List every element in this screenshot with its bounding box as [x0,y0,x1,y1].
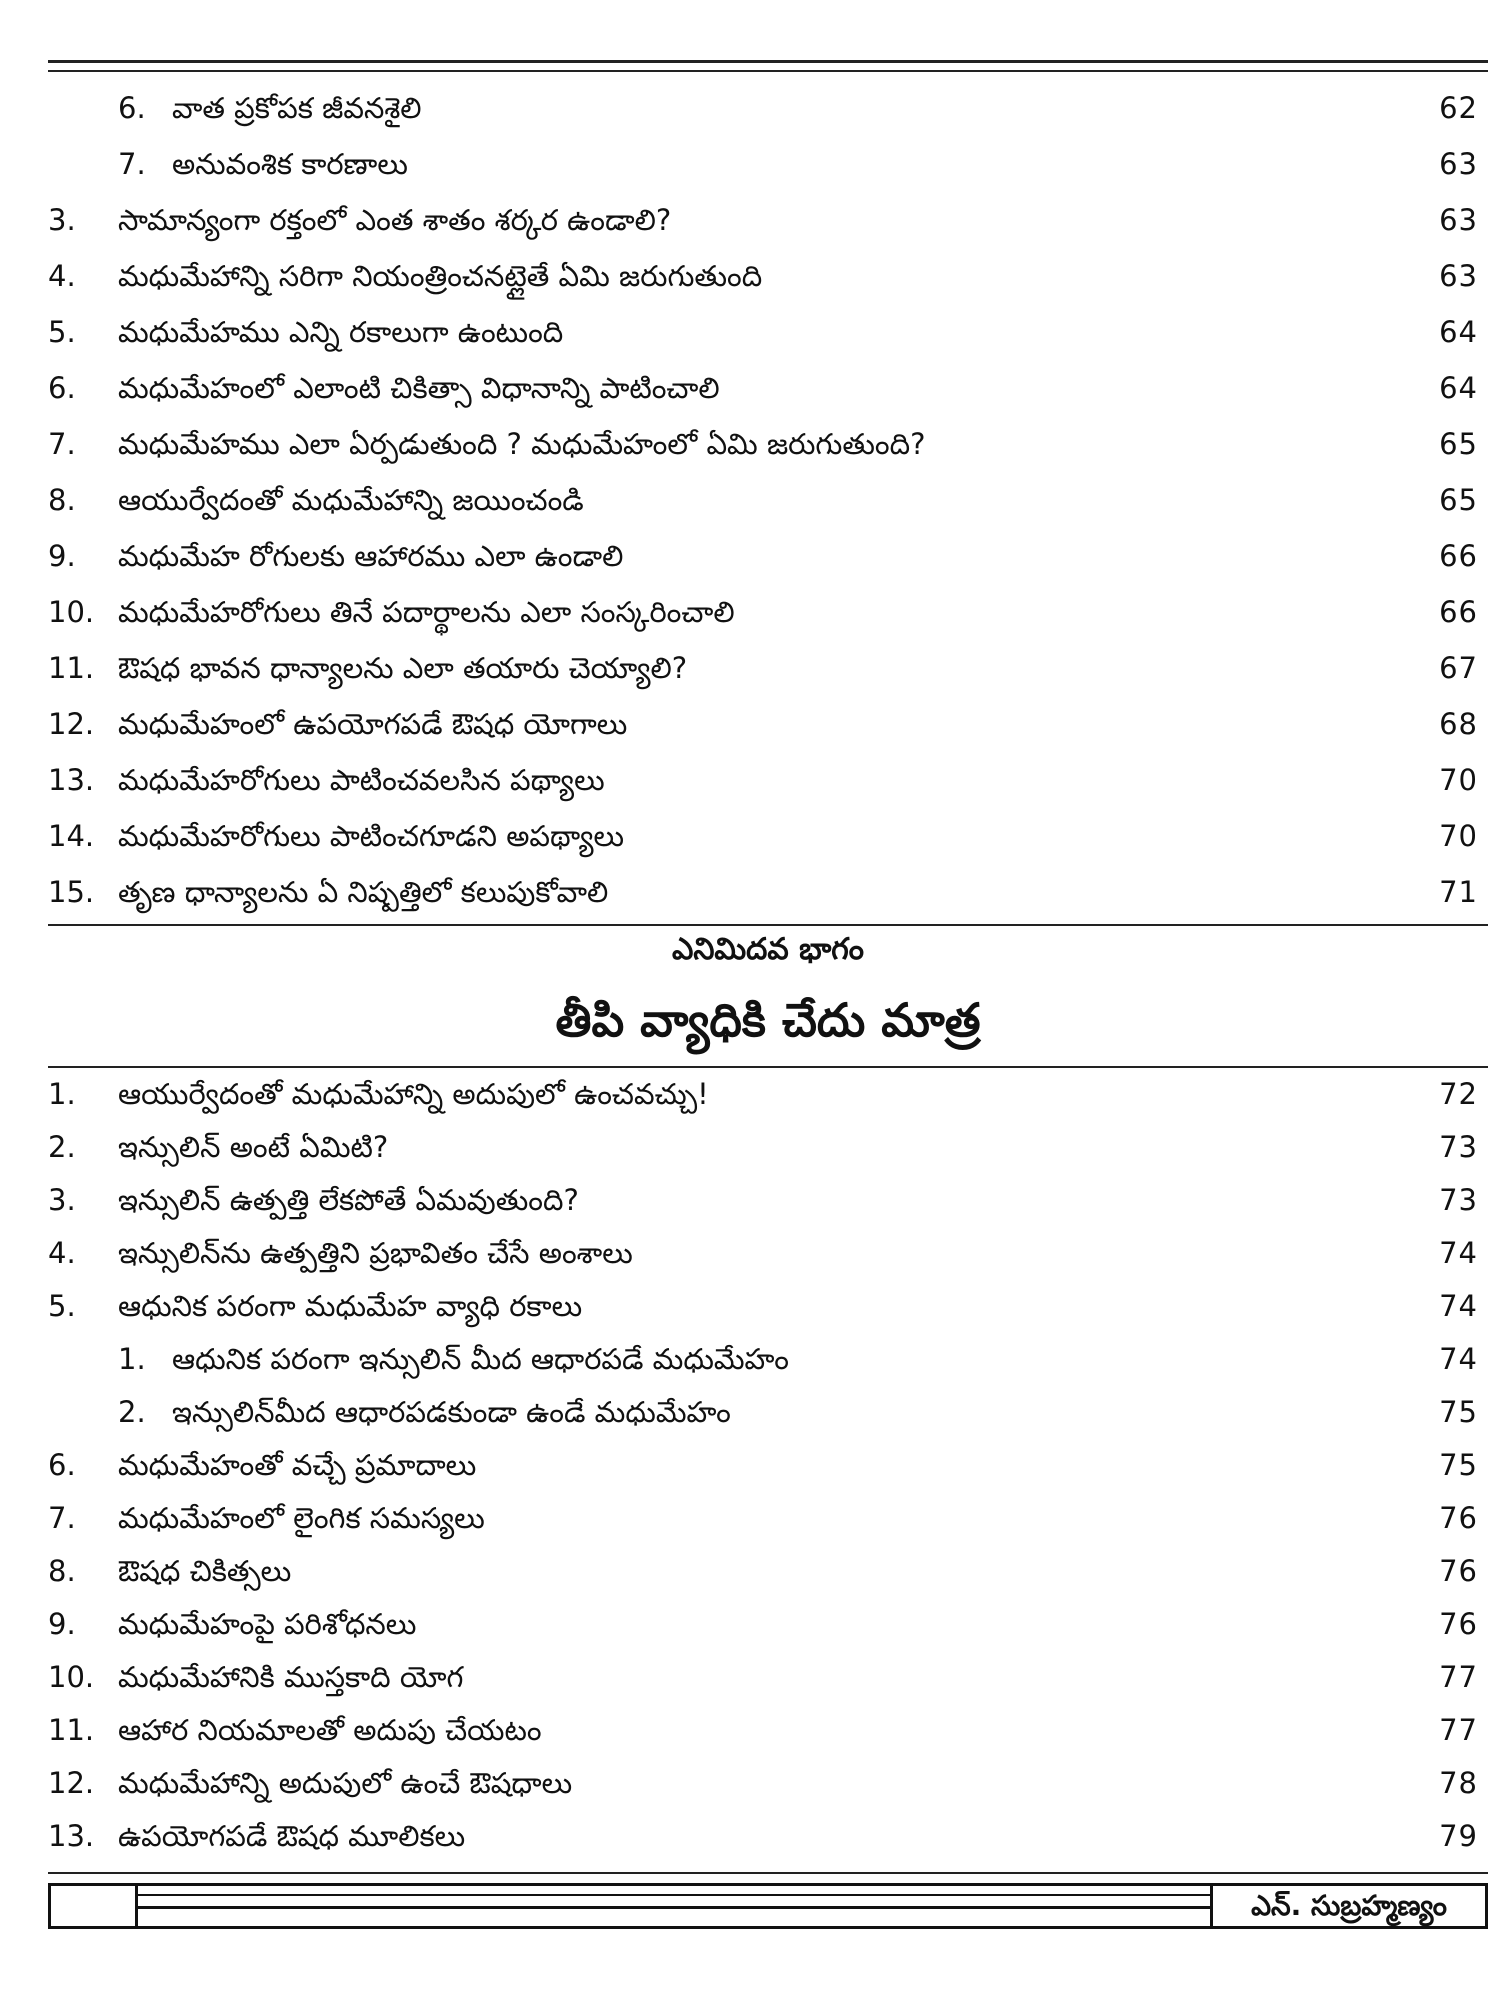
toc-entry-page-number: 79 [1439,1819,1478,1853]
toc-entry-page-number: 75 [1439,1448,1478,1482]
toc-entry-number: 14. [48,819,95,853]
toc-entry-page-number: 77 [1439,1713,1478,1747]
bottom-rule [48,1872,1488,1874]
toc-entry-title: ఔషధ భావన ధాన్యాలను ఎలా తయారు చెయ్యాలి? [118,651,688,685]
footer-page-box [51,1886,138,1926]
toc-entry-number: 7. [118,147,146,181]
toc-entry-page-number: 62 [1439,91,1478,125]
toc-entry-page-number: 76 [1439,1554,1478,1588]
toc-entry [48,304,1488,360]
toc-entry-page-number: 76 [1439,1607,1478,1641]
toc-entry [48,1174,1488,1227]
toc-entry [48,360,1488,416]
toc-entry-number: 6. [118,91,146,125]
toc-entry-number: 1. [118,1342,146,1376]
toc-entry [48,1810,1488,1863]
top-double-rule-2 [48,70,1488,72]
toc-entry-title: ఇన్సులిన్‌మీద ఆధారపడకుండా ఉండే మధుమేహం [172,1395,731,1429]
toc-entry-title: మధుమేహంలో ఉపయోగపడే ఔషధ యోగాలు [118,707,628,741]
toc-entry-number: 11. [48,651,95,685]
toc-entry [48,1439,1488,1492]
toc-entry-title: మధుమేహ రోగులకు ఆహారము ఎలా ఉండాలి [118,539,624,573]
toc-entry [48,584,1488,640]
toc-entry-number: 5. [48,315,76,349]
footer-rule-band [135,1886,1213,1926]
toc-entry-number: 8. [48,1554,76,1588]
toc-entry-title: తృణ ధాన్యాలను ఏ నిష్పత్తిలో కలుపుకోవాలి [118,875,609,909]
toc-entry-title: ఔషధ చికిత్సలు [118,1554,292,1588]
toc-entry-title: ఇన్సులిన్ అంటే ఏమిటి? [118,1130,389,1164]
toc-entry-page-number: 68 [1439,707,1478,741]
top-double-rule-1 [48,60,1488,63]
toc-entry-title: మధుమేహానికి ముస్తకాది యోగ [118,1660,464,1694]
toc-entry [48,1227,1488,1280]
toc-entry-title: ఉపయోగపడే ఔషధ మూలికలు [118,1819,466,1853]
toc-entry-number: 7. [48,427,76,461]
toc-entry [48,864,1488,920]
toc-entry [48,136,1488,192]
toc-entry-page-number: 74 [1439,1289,1478,1323]
toc-entry-title: మధుమేహాన్ని సరిగా నియంత్రించనట్లైతే ఏమి జరుగుతుంది [118,259,763,293]
toc-entry-title: మధుమేహంలో లైంగిక సమస్యలు [118,1501,485,1535]
toc-entry-title: ఆహార నియమాలతో అదుపు చేయటం [118,1713,542,1747]
toc-entry [48,640,1488,696]
toc-entry [48,752,1488,808]
toc-entry-number: 3. [48,203,76,237]
section-divider [48,924,1488,926]
toc-entry-title: సామాన్యంగా రక్తంలో ఎంత శాతం శర్కర ఉండాలి? [118,203,672,237]
toc-entry-page-number: 76 [1439,1501,1478,1535]
toc-entry-number: 2. [118,1395,146,1429]
toc-entry [48,528,1488,584]
toc-entry-page-number: 64 [1439,315,1478,349]
toc-entry [48,1492,1488,1545]
toc-entry-page-number: 64 [1439,371,1478,405]
toc-entry-title: మధుమేహము ఎలా ఏర్పడుతుంది ? మధుమేహంలో ఏమి జరుగుతుంది? [118,427,926,461]
toc-entry [48,192,1488,248]
toc-entry-page-number: 73 [1439,1130,1478,1164]
toc-entry-page-number: 67 [1439,651,1478,685]
toc-entry [48,416,1488,472]
toc-entry-number: 13. [48,763,95,797]
toc-entry-page-number: 63 [1439,203,1478,237]
toc-entry-number: 5. [48,1289,76,1323]
toc-entry-number: 2. [48,1130,76,1164]
toc-entry-number: 12. [48,1766,95,1800]
toc-entry-number: 9. [48,539,76,573]
toc-entry-page-number: 72 [1439,1077,1478,1111]
toc-entry [48,472,1488,528]
toc-entry [48,808,1488,864]
part-title: తీపి వ్యాధికి చేదు మాత్ర [555,993,981,1047]
toc-entry-page-number: 71 [1439,875,1478,909]
toc-entry-number: 4. [48,259,76,293]
toc-entry [48,1333,1488,1386]
toc-entry [48,1068,1488,1121]
page-footer [48,1883,1488,1929]
toc-entry [48,1598,1488,1651]
toc-entry-title: ఆయుర్వేదంతో మధుమేహాన్ని జయించండి [118,483,584,517]
toc-entry [48,1121,1488,1174]
toc-entry-page-number: 66 [1439,539,1478,573]
toc-list-part-eight [48,1068,1488,1863]
toc-entry [48,1651,1488,1704]
toc-entry-number: 7. [48,1501,76,1535]
toc-entry-page-number: 70 [1439,819,1478,853]
toc-entry-title: ఇన్సులిన్ ఉత్పత్తి లేకపోతే ఏమవుతుంది? [118,1183,579,1217]
footer-author: ఎన్. సుబ్రహ్మణ్యం [1251,1889,1447,1922]
toc-entry-title: మధుమేహరోగులు పాటించవలసిన పథ్యాలు [118,763,605,797]
toc-entry-number: 13. [48,1819,95,1853]
toc-entry-page-number: 70 [1439,763,1478,797]
toc-entry-title: మధుమేహము ఎన్ని రకాలుగా ఉంటుంది [118,315,564,349]
toc-entry [48,696,1488,752]
toc-entry-title: అనువంశిక కారణాలు [172,147,408,181]
toc-entry-number: 10. [48,595,95,629]
toc-entry-number: 4. [48,1236,76,1270]
toc-entry [48,248,1488,304]
toc-entry-page-number: 65 [1439,427,1478,461]
toc-entry [48,1704,1488,1757]
toc-entry-page-number: 75 [1439,1395,1478,1429]
toc-entry-number: 6. [48,1448,76,1482]
toc-entry-number: 9. [48,1607,76,1641]
toc-entry-title: మధుమేహంతో వచ్చే ప్రమాదాలు [118,1448,477,1482]
toc-entry-title: ఆధునిక పరంగా మధుమేహ వ్యాధి రకాలు [118,1289,583,1323]
toc-entry-title: ఆయుర్వేదంతో మధుమేహాన్ని అదుపులో ఉంచవచ్చు! [118,1077,709,1111]
toc-entry-title: వాత ప్రకోపక జీవనశైలి [172,91,422,125]
toc-entry [48,1757,1488,1810]
toc-entry-title: మధుమేహరోగులు పాటించగూడని అపథ్యాలు [118,819,625,853]
toc-entry-title: మధుమేహంపై పరిశోధనలు [118,1607,417,1641]
toc-entry-page-number: 63 [1439,259,1478,293]
toc-entry-number: 3. [48,1183,76,1217]
toc-entry-page-number: 73 [1439,1183,1478,1217]
toc-entry-number: 11. [48,1713,95,1747]
toc-entry-number: 1. [48,1077,76,1111]
toc-entry-page-number: 74 [1439,1236,1478,1270]
toc-entry-title: ఆధునిక పరంగా ఇన్సులిన్ మీద ఆధారపడే మధుమేహం [172,1342,789,1376]
toc-entry-title: ఇన్సులిన్‌ను ఉత్పత్తిని ప్రభావితం చేసే అంశాలు [118,1236,633,1270]
toc-entry-page-number: 78 [1439,1766,1478,1800]
part-label: ఎనిమిదవ భాగం [672,932,864,967]
toc-entry-title: మధుమేహరోగులు తినే పదార్థాలను ఎలా సంస్కరించాలి [118,595,735,629]
toc-entry-page-number: 63 [1439,147,1478,181]
toc-entry [48,80,1488,136]
toc-entry [48,1280,1488,1333]
toc-entry-title: మధుమేహాన్ని అదుపులో ఉంచే ఔషధాలు [118,1766,573,1800]
toc-entry-number: 10. [48,1660,95,1694]
toc-entry-number: 12. [48,707,95,741]
toc-entry-page-number: 77 [1439,1660,1478,1694]
toc-entry [48,1386,1488,1439]
toc-entry-number: 15. [48,875,95,909]
toc-entry-number: 8. [48,483,76,517]
toc-list-continued [48,80,1488,920]
toc-entry-title: మధుమేహంలో ఎలాంటి చికిత్సా విధానాన్ని పాటించాలి [118,371,720,405]
toc-entry [48,1545,1488,1598]
toc-entry-page-number: 66 [1439,595,1478,629]
toc-entry-page-number: 74 [1439,1342,1478,1376]
toc-entry-page-number: 65 [1439,483,1478,517]
toc-entry-number: 6. [48,371,76,405]
